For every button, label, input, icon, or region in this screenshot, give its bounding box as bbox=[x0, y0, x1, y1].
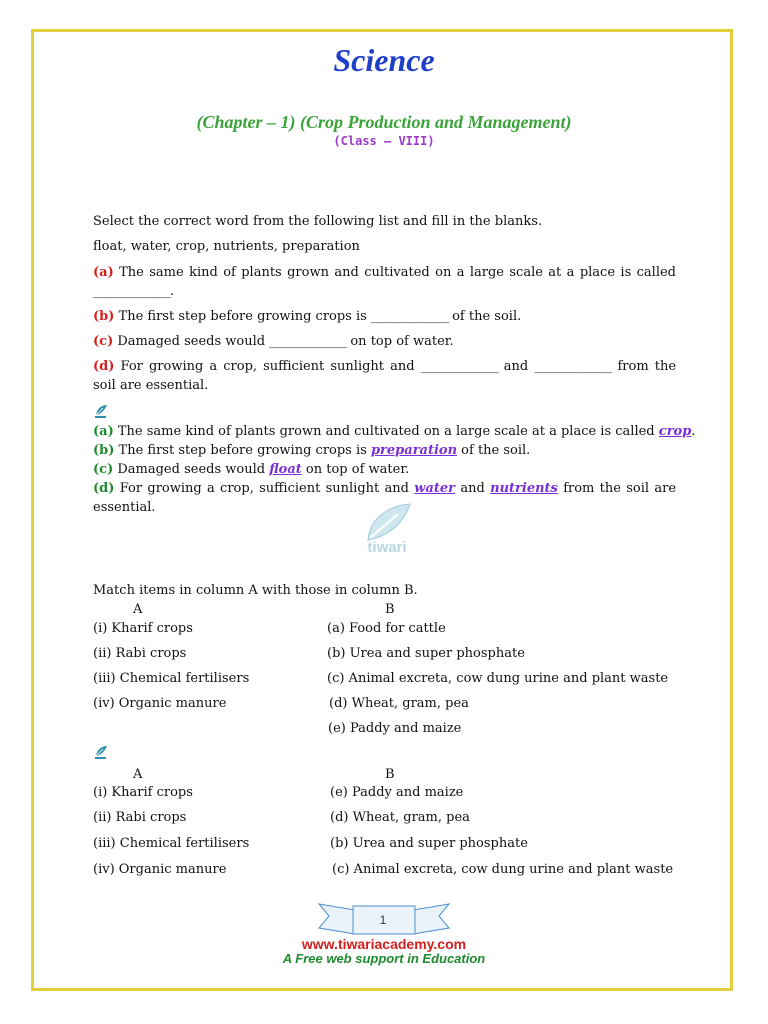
a1-text-a: The same kind of plants grown and cultivated on a large scale at a place is called bbox=[117, 424, 655, 439]
a1-answer-d1: water bbox=[414, 481, 456, 496]
q1-blank-b: ______________ bbox=[370, 309, 448, 324]
a1-post-c: on top of water. bbox=[305, 462, 410, 477]
a1-mid-d: and bbox=[460, 481, 485, 496]
a1-label-c: (c) bbox=[93, 462, 114, 477]
a1-item-a bbox=[93, 422, 696, 441]
q1-word-list: float, water, crop, nutrients, preparation bbox=[93, 239, 360, 254]
watermark-text: tiwari bbox=[367, 539, 407, 556]
q1-label-d: (d) bbox=[93, 359, 115, 374]
q1-label-a: (a) bbox=[93, 265, 114, 280]
a2-col-a-item: (i) Kharif crops bbox=[93, 785, 193, 800]
a1-post-b: of the soil. bbox=[461, 443, 531, 458]
a1-answer-a: crop bbox=[658, 424, 692, 439]
a1-item-b bbox=[93, 441, 676, 460]
q2-col-b-item: (d) Wheat, gram, pea bbox=[329, 696, 469, 711]
q1-post-d: from the soil are essential. bbox=[93, 359, 677, 393]
q1-instruction: Select the correct word from the following list and fill in the blanks. bbox=[93, 214, 543, 229]
q1-text-c: Damaged seeds would bbox=[117, 334, 266, 349]
a1-text-b: The first step before growing crops is bbox=[118, 443, 367, 458]
a2-col-a-item: (iii) Chemical fertilisers bbox=[93, 836, 250, 851]
a1-label-d: (d) bbox=[93, 481, 115, 496]
a2-col-b-item: (d) Wheat, gram, pea bbox=[330, 810, 470, 825]
page-title: Science bbox=[333, 42, 435, 78]
q1-label-b: (b) bbox=[93, 309, 115, 324]
q2-col-a-item: (iv) Organic manure bbox=[93, 696, 227, 711]
a1-post-a: . bbox=[691, 424, 696, 439]
a1-text-c: Damaged seeds would bbox=[117, 462, 266, 477]
q1-mid-d: and bbox=[503, 359, 529, 374]
q1-blank-a: ______________ bbox=[93, 284, 170, 299]
a2-col-a-header: A bbox=[133, 767, 143, 782]
a2-col-a-item: (iv) Organic manure bbox=[93, 862, 227, 877]
class-label: (Class – VIII) bbox=[333, 134, 435, 148]
q1-post-b: of the soil. bbox=[452, 309, 522, 324]
q1-item-a bbox=[93, 263, 676, 301]
q2-col-b-item: (b) Urea and super phosphate bbox=[327, 646, 525, 661]
a2-col-b-item: (e) Paddy and maize bbox=[330, 785, 464, 800]
a1-label-b: (b) bbox=[93, 443, 115, 458]
a2-col-b-item: (b) Urea and super phosphate bbox=[330, 836, 528, 851]
tiwari-watermark-logo bbox=[354, 500, 420, 556]
a1-answer-d2: nutrients bbox=[490, 481, 558, 496]
q1-item-c bbox=[93, 332, 676, 351]
q1-blank-d1: ______________ bbox=[420, 359, 498, 374]
chapter-heading: (Chapter – 1) (Crop Production and Management) bbox=[196, 112, 572, 132]
page-number: 1 bbox=[379, 913, 387, 927]
q2-col-a-item: (ii) Rabi crops bbox=[93, 646, 187, 661]
a2-col-b-header: B bbox=[385, 767, 395, 782]
q1-text-b: The first step before growing crops is bbox=[118, 309, 367, 324]
q1-blank-d2: ______________ bbox=[534, 359, 612, 374]
q1-text-d: For growing a crop, sufficient sunlight and bbox=[120, 359, 415, 374]
a1-post-d: from the soil are essential. bbox=[93, 481, 677, 515]
tiwari-logo-icon bbox=[93, 744, 109, 760]
q1-blank-c: ______________ bbox=[269, 334, 347, 349]
q1-post-a: . bbox=[170, 284, 175, 299]
q2-col-b-item: (c) Animal excreta, cow dung urine and plant waste bbox=[327, 671, 669, 686]
footer-tagline: A Free web support in Education bbox=[282, 951, 486, 966]
q2-col-a-item: (i) Kharif crops bbox=[93, 621, 193, 636]
q2-col-b-item: (a) Food for cattle bbox=[327, 621, 446, 636]
a2-col-b-item: (c) Animal excreta, cow dung urine and plant waste bbox=[332, 862, 674, 877]
q1-text-a: The same kind of plants grown and cultivated on a large scale at a place is called bbox=[119, 265, 676, 280]
q2-instruction: Match items in column A with those in column B. bbox=[93, 583, 418, 598]
q2-col-a-item: (iii) Chemical fertilisers bbox=[93, 671, 250, 686]
q2-col-b-item: (e) Paddy and maize bbox=[328, 721, 462, 736]
q1-label-c: (c) bbox=[93, 334, 114, 349]
tiwari-logo-icon bbox=[93, 403, 109, 419]
a1-text-d: For growing a crop, sufficient sunlight and bbox=[119, 481, 409, 496]
a1-item-c bbox=[93, 460, 676, 479]
website-link[interactable]: www.tiwariacademy.com bbox=[301, 936, 467, 952]
a1-label-a: (a) bbox=[93, 424, 114, 439]
q1-item-b bbox=[93, 307, 676, 326]
q2-col-b-header: B bbox=[385, 602, 395, 617]
q2-col-a-header: A bbox=[133, 602, 143, 617]
a2-col-a-item: (ii) Rabi crops bbox=[93, 810, 187, 825]
q1-item-d bbox=[93, 357, 676, 395]
a1-answer-b: preparation bbox=[370, 443, 458, 458]
a1-answer-c: float bbox=[269, 462, 302, 477]
q1-post-c: on top of water. bbox=[350, 334, 454, 349]
